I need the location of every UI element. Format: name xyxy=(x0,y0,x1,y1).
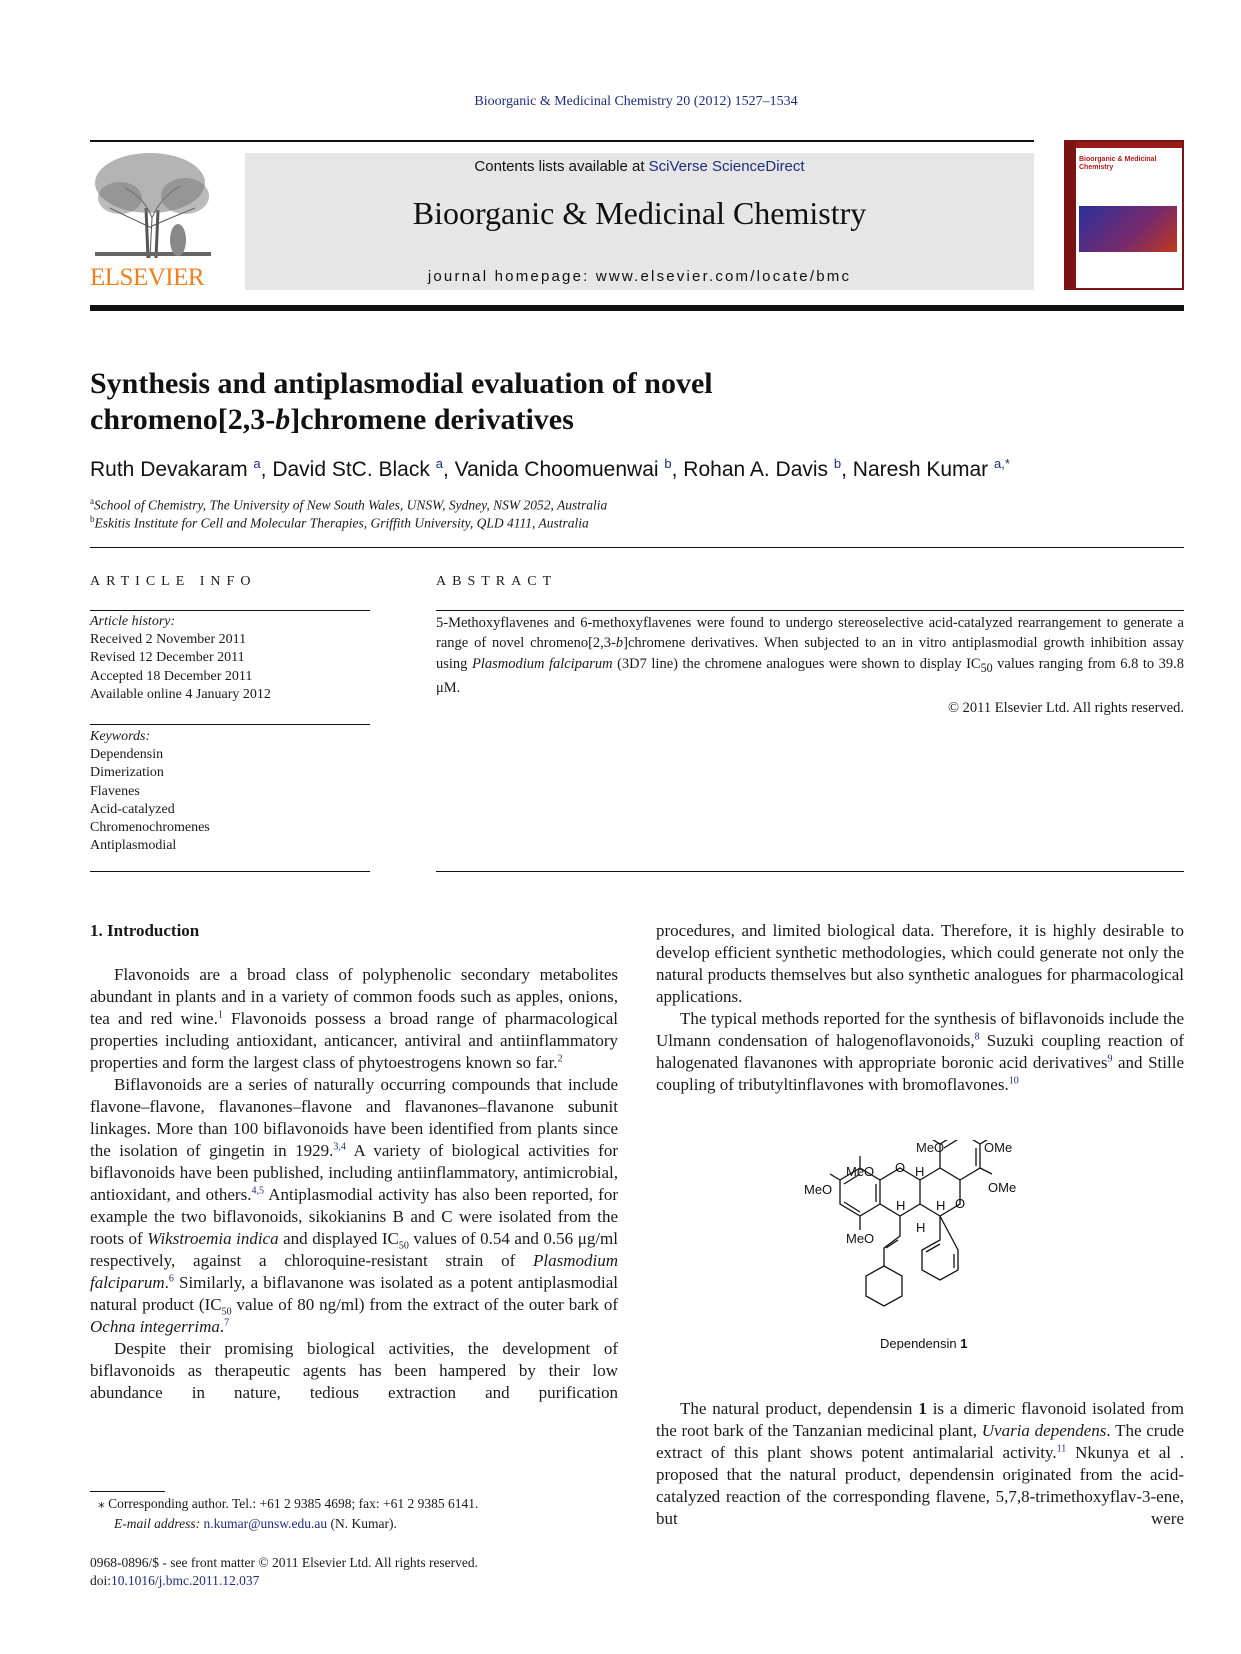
italic-text: Plasmodium falciparum xyxy=(90,1251,618,1292)
italic-text: b xyxy=(615,635,624,652)
elsevier-logo[interactable] xyxy=(90,148,216,293)
doi-line xyxy=(90,1573,259,1589)
author-name: David StC. Black xyxy=(272,458,430,481)
author-affiliation-mark[interactable]: b xyxy=(833,456,842,471)
history-item: Available online 4 January 2012 xyxy=(90,686,271,702)
footnote-rule xyxy=(90,1491,165,1492)
text-run: . xyxy=(164,1273,169,1292)
keywords-label: Keywords: xyxy=(90,729,151,744)
subscript: 50 xyxy=(221,1306,232,1318)
abstract-heading: ABSTRACT xyxy=(436,574,558,589)
paragraph xyxy=(656,920,1184,1008)
label-meo: MeO xyxy=(846,1231,875,1246)
history-item: Revised 12 December 2011 xyxy=(90,650,245,666)
subscript: 50 xyxy=(980,660,993,675)
author-name: Vanida Choomuenwai xyxy=(454,458,659,481)
author-separator: , xyxy=(841,458,853,481)
text-run: value of 80 ng/ml) from the extract of the outer bark of xyxy=(231,1295,618,1314)
journal-title: Bioorganic & Medicinal Chemistry xyxy=(412,195,867,231)
text-run: and displayed IC xyxy=(278,1229,399,1248)
doi-label: doi: xyxy=(90,1573,112,1588)
affiliation-mark: a xyxy=(90,496,94,506)
author-affiliation-mark[interactable]: a xyxy=(435,456,443,471)
contents-line xyxy=(245,158,1034,175)
contents-prefix: Contents lists available at xyxy=(474,158,649,175)
journal-banner xyxy=(245,153,1034,290)
history-list xyxy=(90,631,271,704)
email-link[interactable]: n.kumar@unsw.edu.au xyxy=(203,1516,328,1531)
header-top-rule xyxy=(90,140,1034,142)
doi-link[interactable]: 10.1016/j.bmc.2011.12.037 xyxy=(111,1573,260,1588)
cover-bar xyxy=(1076,142,1182,148)
text-run: and Stille coupling of tributyltinflavones with bromoflavones. xyxy=(656,1053,1184,1094)
cover-panel xyxy=(1076,142,1182,288)
text-run: Despite their promising biological activities, the development of biflavonoids as therapeutic agents has been hampered by their low abundance in nature, tedious extraction and purification xyxy=(90,1339,618,1402)
email-suffix: (N. Kumar). xyxy=(327,1516,397,1531)
label-meo: MeO xyxy=(804,1182,833,1197)
body-right-column-top xyxy=(656,920,1184,1096)
citation-ref[interactable]: 2 xyxy=(557,1053,563,1065)
abstract-copyright: © 2011 Elsevier Ltd. All rights reserved. xyxy=(948,700,1184,717)
affiliation-mark: b xyxy=(90,514,95,524)
citation-ref[interactable]: 9 xyxy=(1107,1053,1113,1065)
dependensin-structure-figure xyxy=(800,1140,1040,1350)
abstract-text xyxy=(436,613,1184,698)
label-o: O xyxy=(955,1196,966,1211)
label-ome: OMe xyxy=(984,1140,1013,1155)
text-run: 5-Methoxyflavenes and 6-methoxyflavenes were found to undergo stereoselective acid-catalyzed rearrangement to generate a range of novel chromeno[2,3- xyxy=(436,615,1184,652)
divider xyxy=(90,547,1184,548)
label-meo-top: MeO xyxy=(916,1140,945,1155)
subscript: 50 xyxy=(398,1240,409,1252)
title-part: chromeno[2,3- xyxy=(90,403,276,436)
header-thick-rule xyxy=(90,305,1184,311)
text-run: The typical methods reported for the synthesis of biflavonoids include the Ulmann condensation of halogenoflavonoids, xyxy=(656,1009,1184,1050)
citation-ref[interactable]: 3,4 xyxy=(333,1141,346,1153)
paragraph xyxy=(656,1398,1184,1530)
divider xyxy=(436,610,1184,611)
author-name: Naresh Kumar xyxy=(852,458,989,481)
citation-ref[interactable]: 8 xyxy=(974,1031,980,1043)
sciencedirect-link[interactable]: SciVerse ScienceDirect xyxy=(648,158,805,175)
article-title xyxy=(90,366,713,438)
author-name: Rohan A. Davis xyxy=(683,458,829,481)
author-separator: , xyxy=(260,458,273,481)
text-run: procedures, and limited biological data. Therefore, it is highly desirable to develop efficient synthetic methodologies, which could generate not only the natural products themselves but also synthetic analogues for pharmacological applications. xyxy=(656,921,1184,1006)
keywords xyxy=(90,728,210,855)
paragraph xyxy=(90,964,618,1074)
label-h: H xyxy=(896,1198,906,1213)
body-left-column xyxy=(90,964,618,1404)
journal-reference[interactable]: Bioorganic & Medicinal Chemistry 20 (2012) 1527–1534 xyxy=(474,94,798,109)
keyword-list xyxy=(90,746,210,855)
label-meo: MeO xyxy=(846,1164,875,1179)
elsevier-tree-icon xyxy=(90,148,216,260)
text-run: ]chromene derivatives. When subjected to an in vitro antiplasmodial growth inhibition assay using xyxy=(436,635,1184,672)
text-run: Similarly, a biflavanone was isolated as a potent antiplasmodial natural product (IC xyxy=(90,1273,618,1314)
text-run: Nkunya et al . proposed that the natural product, dependensin originated from the acid-catalyzed reaction of the corresponding flavene, 5,7,8-trimethoxyflav-3-ene, but were xyxy=(656,1443,1185,1528)
title-part: ]chromene derivatives xyxy=(290,403,574,436)
text-run: Biflavonoids are a series of naturally occurring compounds that include flavone–flavone, flavanones–flavone and flavanones–flavanone subunit linkages. More than 100 biflavonoids have been identified from plants since the isolation of gingetin in 1929. xyxy=(90,1075,618,1160)
email-label: E-mail address: xyxy=(114,1516,204,1531)
title-line-2 xyxy=(90,402,713,438)
affiliation-a xyxy=(90,496,607,514)
title-part-italic: b xyxy=(275,403,291,436)
keyword-item: Acid-catalyzed xyxy=(90,801,175,817)
figure-caption xyxy=(880,1336,967,1350)
text-run: Antiplasmodial activity has also been reported, for example the two biflavonoids, sikokianins B and C were isolated from the roots of xyxy=(90,1185,618,1248)
corresponding-author-note: ⁎ Corresponding author. Tel.: +61 2 9385 4698; fax: +61 2 9385 6141. xyxy=(98,1496,479,1511)
author-affiliation-mark[interactable]: a,* xyxy=(994,456,1010,471)
author-affiliation-mark[interactable]: a xyxy=(253,456,261,471)
text-run: A variety of biological activities for biflavonoids have been published, including antiinflammatory, antimicrobial, antioxidant, and others. xyxy=(90,1141,619,1204)
text-run: is a dimeric flavonoid isolated from the root bark of the Tanzanian medicinal plant, xyxy=(656,1399,1184,1440)
body-right-column-bottom xyxy=(656,1398,1184,1530)
text-run: Flavonoids are a broad class of polyphenolic secondary metabolites abundant in plants and in a variety of common foods such as apples, onions, tea and red wine. xyxy=(90,965,618,1028)
text-run: . xyxy=(219,1317,225,1336)
text-run: Flavonoids possess a broad range of pharmacological properties including antioxidant, anticancer, antiviral and antiinflammatory properties and form the largest class of phytoestrogens known so far. xyxy=(90,1009,618,1072)
divider xyxy=(90,724,370,725)
keyword-item: Antiplasmodial xyxy=(90,838,177,854)
keyword-item: Dimerization xyxy=(90,765,164,781)
italic-text: Plasmodium falciparum xyxy=(471,655,613,672)
divider xyxy=(90,871,370,872)
text-run: . The crude extract of this plant shows potent antimalarial activity. xyxy=(656,1421,1185,1462)
article-info-heading: ARTICLE INFO xyxy=(90,574,257,589)
italic-text: Wikstroemia indica xyxy=(147,1229,279,1248)
citation-ref[interactable]: 10 xyxy=(1008,1075,1019,1087)
affiliation-text: Eskitis Institute for Cell and Molecular Therapies, Griffith University, QLD 4111, Australia xyxy=(94,515,589,531)
caption-number: 1 xyxy=(960,1336,968,1350)
author-affiliation-mark[interactable]: b xyxy=(664,456,672,471)
author-name: Ruth Devakaram xyxy=(90,458,248,481)
keyword-item: Dependensin xyxy=(90,747,164,763)
label-ome: OMe xyxy=(988,1180,1017,1195)
history-label: Article history: xyxy=(90,614,176,629)
text-run: values of 0.54 and 0.56 μg/ml respectively, against a chloroquine-resistant strain of xyxy=(90,1229,618,1270)
journal-cover-image[interactable] xyxy=(1064,140,1184,290)
history-item: Accepted 18 December 2011 xyxy=(90,668,253,684)
divider xyxy=(90,610,370,611)
author-separator: , xyxy=(671,458,684,481)
citation-ref[interactable]: 4,5 xyxy=(251,1185,264,1197)
text-run: values ranging from 6.8 to 39.8 μM. xyxy=(436,655,1185,696)
citation-ref[interactable]: 6 xyxy=(168,1273,174,1285)
paragraph xyxy=(656,1008,1184,1096)
keyword-item: Chromenochromenes xyxy=(90,820,210,836)
history-item: Received 2 November 2011 xyxy=(90,632,247,648)
paragraph xyxy=(90,1074,618,1338)
email-note xyxy=(114,1516,397,1532)
section-heading-introduction: 1. Introduction xyxy=(90,921,200,940)
cover-artwork xyxy=(1079,206,1177,252)
article-history xyxy=(90,613,271,704)
journal-homepage[interactable]: journal homepage: www.elsevier.com/locate/bmc xyxy=(427,268,852,285)
divider xyxy=(436,871,1184,872)
abstract xyxy=(436,613,1184,718)
keyword-item: Flavenes xyxy=(90,783,140,799)
cover-title: Bioorganic & Medicinal Chemistry xyxy=(1079,156,1157,171)
text-run: Suzuki coupling reaction of halogenated flavanones with appropriate boronic acid derivatives xyxy=(656,1031,1185,1072)
text-run: (3D7 line) the chromene analogues were shown to display IC xyxy=(612,655,981,672)
citation-ref[interactable]: 11 xyxy=(1056,1443,1067,1455)
italic-text: Ochna integerrima xyxy=(90,1317,220,1336)
title-line-1: Synthesis and antiplasmodial evaluation of novel xyxy=(90,367,713,400)
label-h: H xyxy=(936,1198,946,1213)
bold-text: 1 xyxy=(918,1399,927,1418)
citation-ref[interactable]: 1 xyxy=(217,1009,223,1021)
label-h: H xyxy=(916,1220,926,1235)
text-run: The natural product, dependensin xyxy=(680,1399,919,1418)
label-o: O xyxy=(895,1160,906,1175)
italic-text: Uvaria dependens xyxy=(981,1421,1107,1440)
affiliation-b xyxy=(90,514,589,532)
affiliation-text: School of Chemistry, The University of New South Wales, UNSW, Sydney, NSW 2052, Australia xyxy=(94,497,608,513)
author-separator: , xyxy=(442,458,455,481)
author-list xyxy=(90,456,1010,482)
label-h: H xyxy=(915,1164,925,1179)
paragraph xyxy=(90,1338,618,1404)
elsevier-wordmark: ELSEVIER xyxy=(90,264,205,291)
citation-ref[interactable]: 7 xyxy=(224,1317,230,1329)
front-matter: 0968-0896/$ - see front matter © 2011 Elsevier Ltd. All rights reserved. xyxy=(90,1555,479,1570)
caption-name: Dependensin xyxy=(880,1336,961,1350)
